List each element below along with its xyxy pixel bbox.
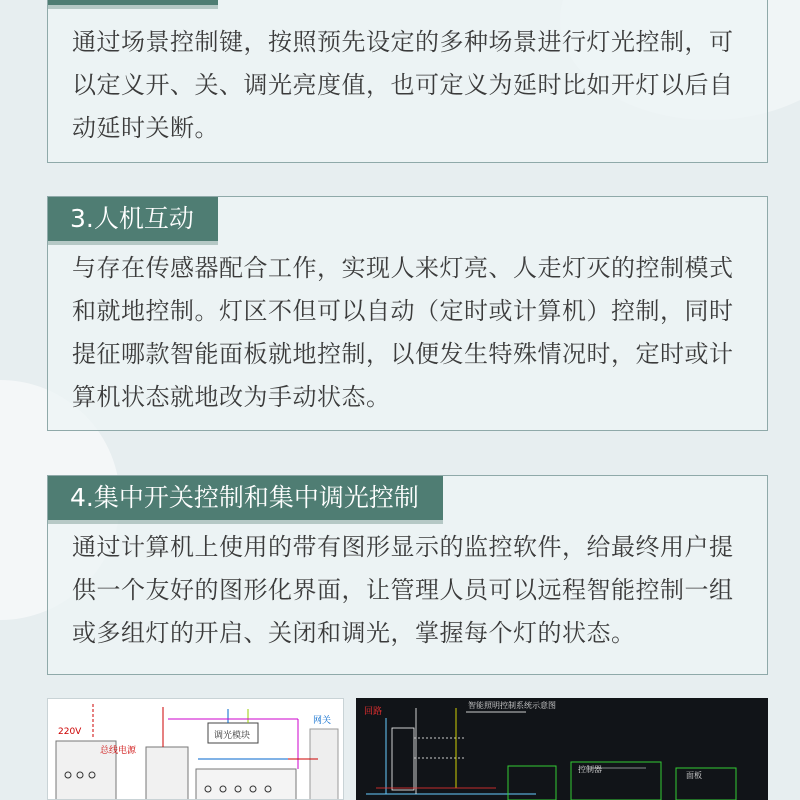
section-title: 4.集中开关控制和集中调光控制 [48, 476, 443, 520]
section-human-interaction [47, 196, 768, 431]
cad-drawing-image [356, 698, 768, 800]
diagram-label: 回路 [364, 707, 383, 717]
section-title [48, 0, 218, 5]
section-body: 通过计算机上使用的带有图形显示的监控软件，给最终用户提供一个友好的图形化界面，让管理人员可以远程智能控制一组或多组灯的开启、关闭和调光，掌握每个灯的状态。 [72, 533, 734, 647]
diagram-label: 智能照明控制系统示意图 [468, 701, 556, 710]
section-central-control [47, 475, 768, 675]
diagram-label: 控制器 [578, 765, 602, 774]
section-scene-control [47, 0, 768, 163]
section-body: 通过场景控制键，按照预先设定的多种场景进行灯光控制，可以定义开、关、调光亮度值，也可定义为延时比如开灯以后自动延时关断。 [72, 28, 734, 142]
diagram-label: 面板 [686, 771, 702, 780]
wiring-schematic-graphic [48, 699, 344, 800]
diagram-label: 调光模块 [214, 731, 251, 741]
section-body: 与存在传感器配合工作，实现人来灯亮、人走灯灭的控制模式和就地控制。灯区不但可以自动（定时或计算机）控制，同时提征哪款智能面板就地控制，以便发生特殊情况时，定时或计算机状态就地改为手动状态。 [72, 254, 734, 411]
diagram-label: 220V [58, 727, 82, 737]
diagram-label: 总线电源 [100, 746, 137, 756]
section-title: 3.人机互动 [48, 197, 218, 241]
wiring-diagram-image [47, 698, 344, 800]
cad-schematic-graphic [356, 698, 768, 800]
diagram-label: 网关 [313, 716, 332, 726]
